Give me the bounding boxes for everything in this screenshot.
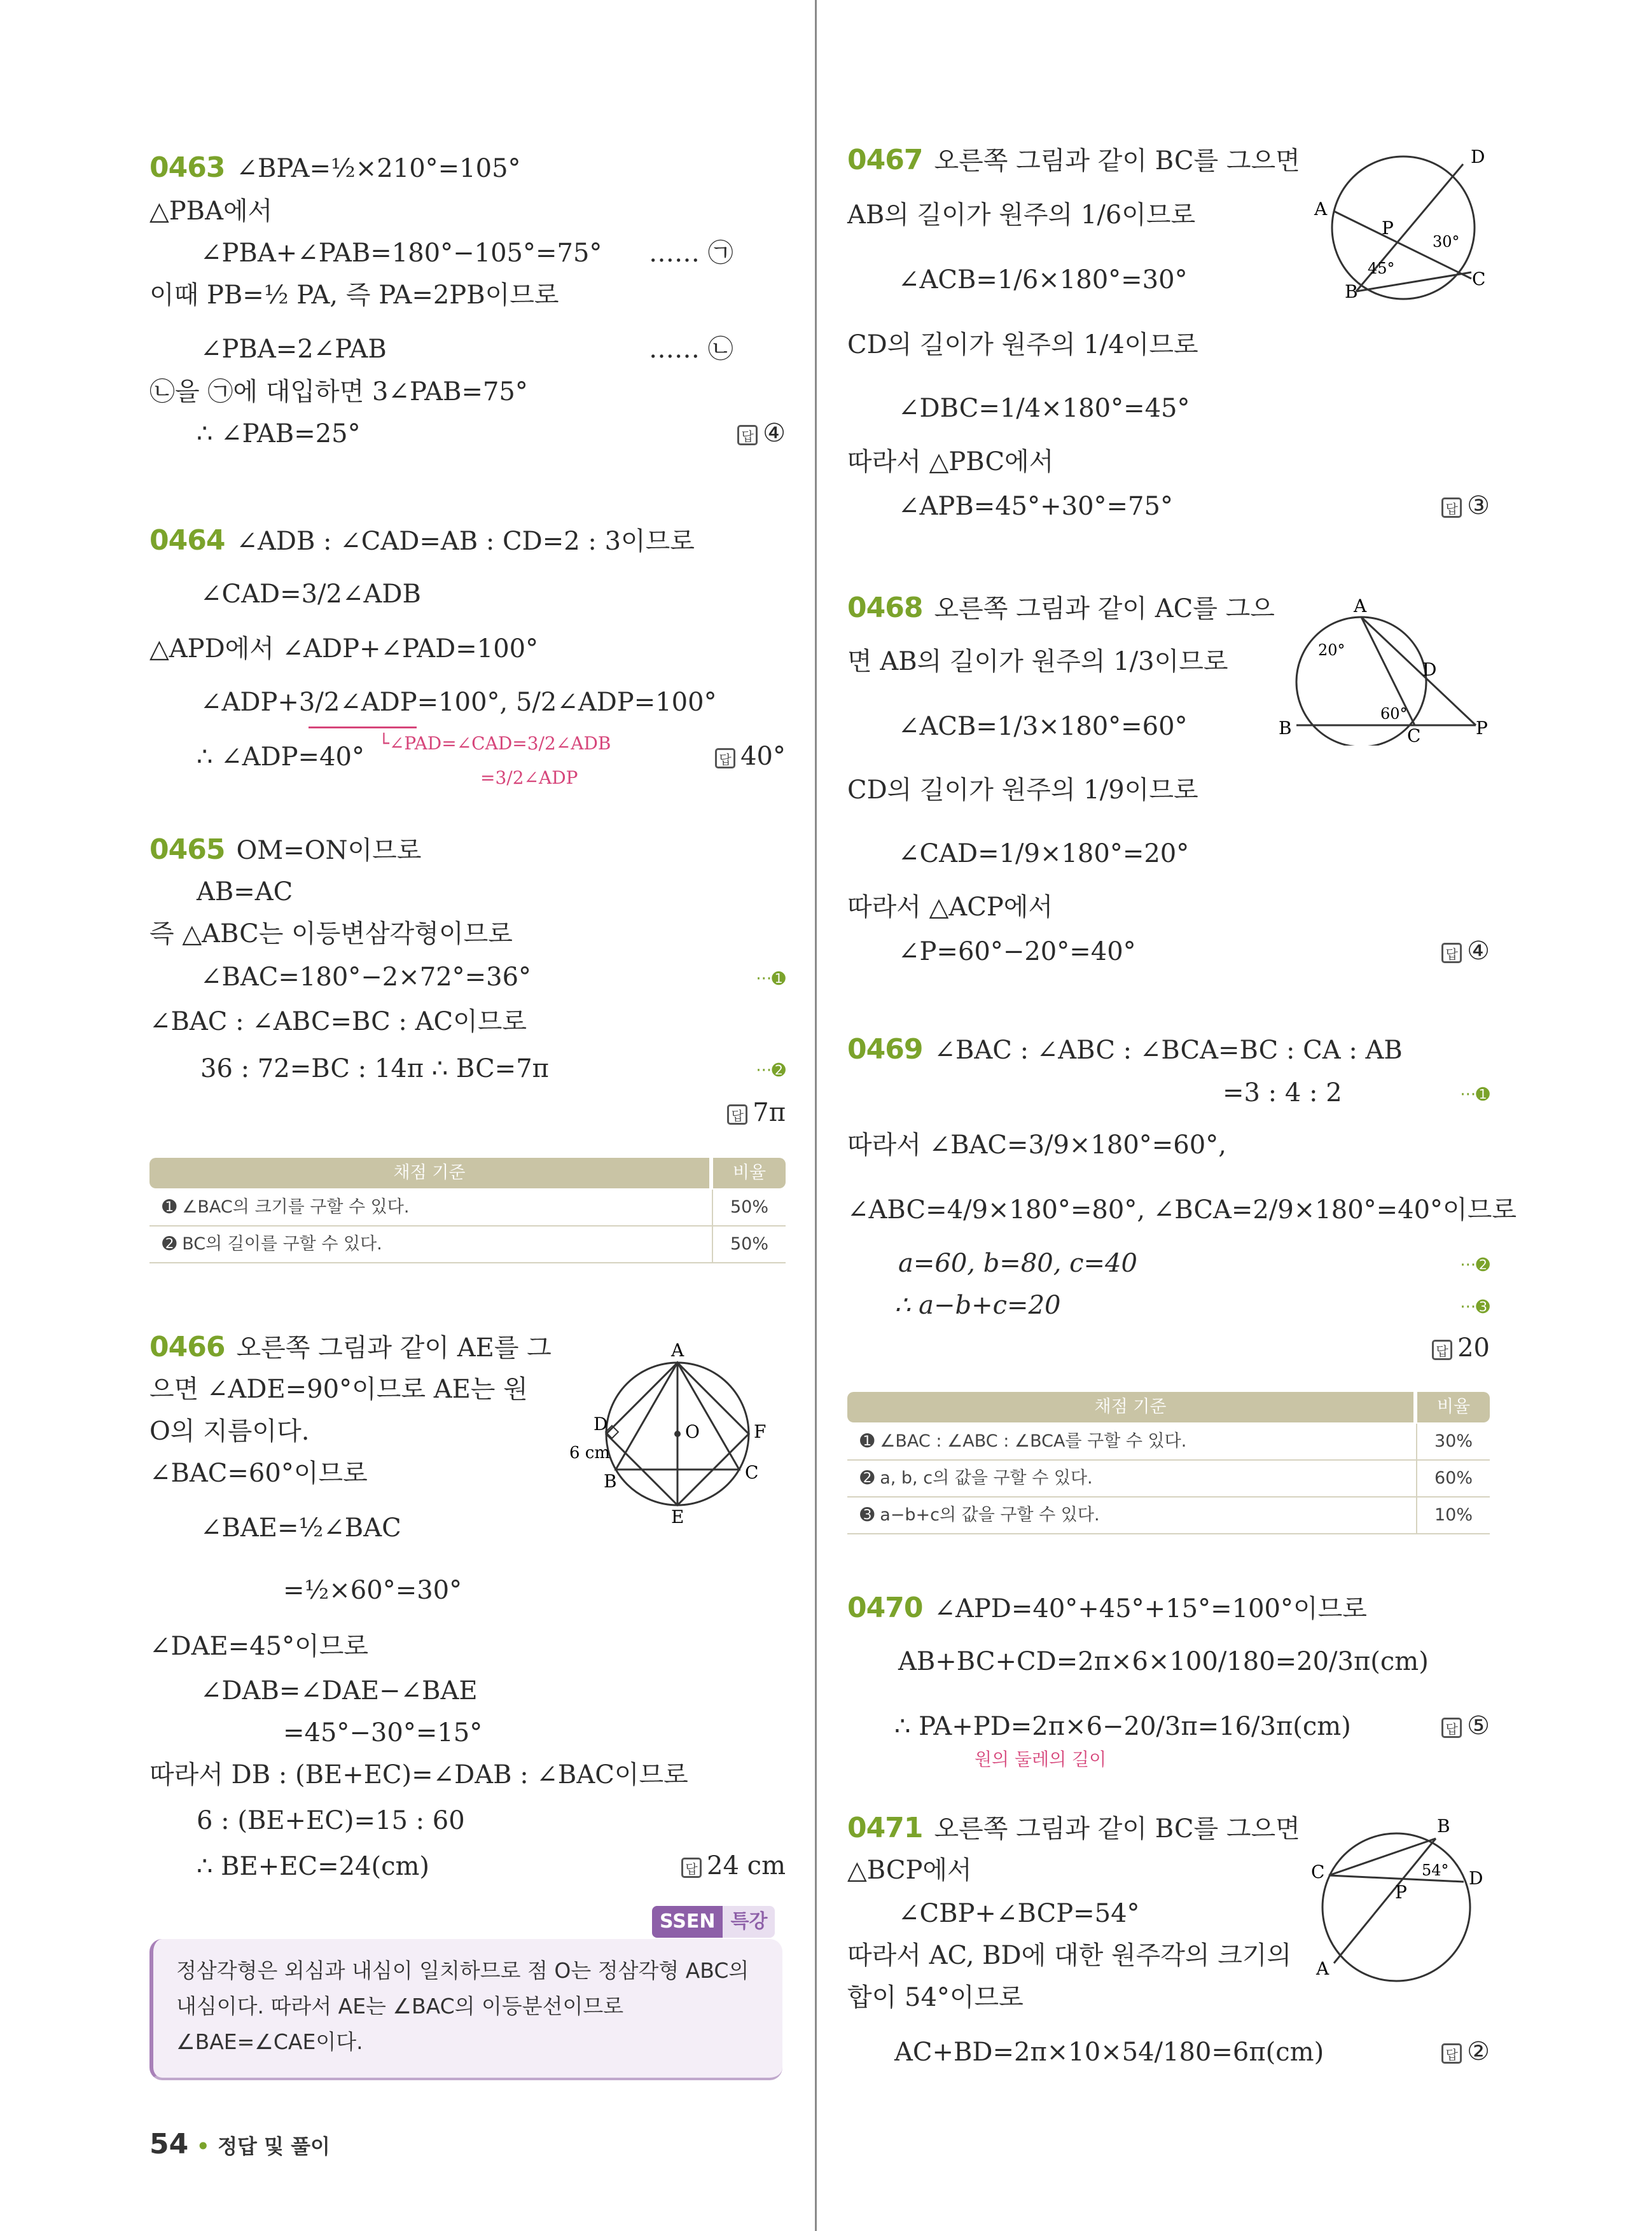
solution-line: ∴ ∠PAB=25°	[197, 419, 361, 448]
problem-number: 0465	[149, 833, 225, 866]
figure-label: D	[1471, 146, 1485, 167]
solution-line: 36 : 72=BC : 14π ∴ BC=7π	[200, 1054, 549, 1083]
solution-line: AB=AC	[197, 877, 293, 907]
solution-line: 오른쪽 그림과 같이 BC를 그으면	[934, 146, 1300, 176]
answer: 답 ②	[1441, 2037, 1490, 2066]
figure-label: A	[671, 1340, 684, 1361]
solution-line: ∴ PA+PD=2π×6−20/3π=16/3π(cm)	[894, 1712, 1351, 1741]
solution-line: ∠DAB=∠DAE−∠BAE	[200, 1676, 478, 1706]
equation-mark: …… ㉡	[649, 335, 733, 364]
solution-line: ∠BAC=180°−2×72°=36°	[200, 963, 532, 992]
answer: 답 ③	[1441, 491, 1490, 520]
annotation-note: =3/2∠ADP	[480, 767, 578, 788]
figure-label: D	[1469, 1868, 1483, 1889]
rubric-header: 채점 기준 비율	[149, 1158, 786, 1188]
solution-line: =½×60°=30°	[283, 1576, 462, 1605]
solution-line: ∴ a−b+c=20	[894, 1291, 1061, 1320]
answer-icon: 답	[681, 1858, 702, 1878]
answer-icon: 답	[1441, 2043, 1462, 2064]
figure-label: B	[1279, 718, 1292, 739]
footer-bullet: •	[196, 2134, 210, 2158]
solution-line: 합이 54°이므로	[847, 1983, 1024, 2012]
answer-icon: 답	[715, 748, 735, 768]
solution-line: 이때 PB=½ PA, 즉 PA=2PB이므로	[149, 281, 559, 310]
annotation-note: 원의 둘레의 길이	[975, 1749, 1107, 1770]
solution-line: 즉 △ABC는 이등변삼각형이므로	[149, 919, 513, 949]
solution-line: ∠CBP+∠BCP=54°	[898, 1899, 1140, 1928]
footer-label: 정답 및 풀이	[218, 2134, 330, 2158]
ssen-box	[149, 1939, 782, 2080]
ssen-line: 내심이다. 따라서 AE는 ∠BAC의 이등분선이므로	[176, 1994, 624, 2019]
solution-line: ∠CAD=1/9×180°=20°	[898, 839, 1190, 868]
solution-line: ∠APD=40°+45°+15°=100°이므로	[934, 1594, 1367, 1623]
figure-label: 45°	[1368, 260, 1395, 277]
problem-number: 0464	[149, 524, 225, 557]
solution-line: ∠PBA+∠PAB=180°−105°=75°	[200, 239, 602, 268]
solution-line: AB의 길이가 원주의 1/6이므로	[847, 200, 1196, 230]
figure-label: 6 cm	[569, 1443, 611, 1463]
solution-line: =45°−30°=15°	[283, 1718, 483, 1748]
solution-line: 6 : (BE+EC)=15 : 60	[197, 1806, 465, 1835]
rubric-header: 채점 기준 비율	[847, 1392, 1490, 1422]
answer-icon: 답	[1441, 943, 1462, 963]
solution-line: △PBA에서	[149, 197, 273, 226]
figure-label: D	[1422, 659, 1437, 680]
solution-line: =3 : 4 : 2	[1223, 1078, 1342, 1108]
answer: 답 24 cm	[681, 1851, 786, 1880]
problem-number: 0466	[149, 1331, 225, 1363]
solution-line: 으면 ∠ADE=90°이므로 AE는 원	[149, 1375, 528, 1404]
figure-label: 60°	[1380, 705, 1408, 723]
step-marker: ···➋	[756, 1061, 786, 1080]
figure-label: 20°	[1318, 641, 1345, 659]
rubric-row: ➋ BC의 길이를 구할 수 있다. 50%	[149, 1227, 786, 1263]
solution-line: AC+BD=2π×10×54/180=6π(cm)	[894, 2038, 1324, 2067]
solution-line: ∠ADB : ∠CAD=AB : CD=2 : 3이므로	[236, 527, 695, 556]
problem-number: 0469	[847, 1033, 923, 1066]
annotation-note: └∠PAD=∠CAD=3/2∠ADB	[378, 733, 611, 754]
problem-number: 0467	[847, 144, 923, 176]
rubric-row: ➊ ∠BAC의 크기를 구할 수 있다. 50%	[149, 1190, 786, 1227]
solution-line: a=60, b=80, c=40	[898, 1249, 1137, 1278]
problem-number: 0470	[847, 1592, 923, 1624]
column-divider	[815, 0, 817, 2231]
answer: 답 ④	[1441, 936, 1490, 966]
solution-line: CD의 길이가 원주의 1/4이므로	[847, 330, 1198, 359]
figure-label: P	[1476, 718, 1488, 739]
solution-line: △BCP에서	[847, 1856, 972, 1885]
equation-mark: …… ㉠	[649, 239, 733, 268]
figure-0468	[1274, 593, 1490, 746]
figure-0466	[569, 1332, 786, 1536]
solution-line: ∠BAC=60°이므로	[149, 1459, 368, 1488]
solution-line: 오른쪽 그림과 같이 AE를 그	[236, 1333, 552, 1363]
step-marker: ···➌	[1460, 1298, 1490, 1317]
figure-label: A	[1354, 595, 1367, 616]
figure-label: C	[745, 1462, 759, 1483]
figure-label: 54°	[1422, 1861, 1449, 1879]
ssen-line: 정삼각형은 외심과 내심이 일치하므로 점 O는 정삼각형 ABC의	[176, 1958, 749, 1983]
answer: 답 ⑤	[1441, 1711, 1490, 1741]
answer: 답 40°	[715, 742, 786, 771]
rubric-row: ➊ ∠BAC : ∠ABC : ∠BCA를 구할 수 있다. 30%	[847, 1424, 1490, 1461]
step-marker: ···➋	[1460, 1256, 1490, 1275]
figure-label: C	[1311, 1861, 1325, 1882]
solution-line: ∠CAD=3/2∠ADB	[200, 580, 421, 609]
page-number: 54	[149, 2128, 189, 2160]
figure-label: D	[593, 1414, 608, 1435]
figure-0467	[1305, 145, 1490, 310]
solution-line: ∠BPA=½×210°=105°	[236, 154, 521, 183]
solution-line: CD의 길이가 원주의 1/9이므로	[847, 775, 1198, 805]
step-marker: ···➊	[756, 970, 786, 989]
figure-label: E	[671, 1506, 684, 1527]
solution-line: ∠ABC=4/9×180°=80°, ∠BCA=2/9×180°=40°이므로	[847, 1195, 1517, 1225]
solution-line: AB+BC+CD=2π×6×100/180=20/3π(cm)	[898, 1647, 1429, 1676]
page-footer	[149, 2128, 330, 2160]
figure-label: B	[604, 1471, 617, 1492]
answer: 답 ④	[737, 419, 786, 448]
solution-line: ∠PBA=2∠PAB	[200, 335, 387, 364]
answer-icon: 답	[1432, 1340, 1452, 1360]
step-marker: ···➊	[1460, 1085, 1490, 1104]
solution-line: ∠DAE=45°이므로	[149, 1632, 369, 1661]
solution-line: ∠ADP+3/2∠ADP=100°, 5/2∠ADP=100°	[200, 688, 717, 717]
note-underline	[309, 726, 417, 728]
solution-line: △APD에서 ∠ADP+∠PAD=100°	[149, 634, 539, 664]
rubric-row: ➋ a, b, c의 값을 구할 수 있다. 60%	[847, 1461, 1490, 1498]
figure-0471	[1302, 1813, 1490, 1985]
figure-label: F	[754, 1421, 767, 1442]
solution-line: ∠APB=45°+30°=75°	[898, 492, 1173, 521]
figure-label: C	[1407, 725, 1421, 746]
problem-number: 0468	[847, 592, 923, 624]
figure-label: B	[1437, 1816, 1450, 1837]
rubric-row: ➌ a−b+c의 값을 구할 수 있다. 10%	[847, 1498, 1490, 1534]
solution-line: ∠ACB=1/6×180°=30°	[898, 265, 1188, 295]
problem-number: 0463	[149, 151, 225, 184]
answer: 답 7π	[727, 1098, 786, 1127]
solution-line: 면 AB의 길이가 원주의 1/3이므로	[847, 647, 1228, 676]
figure-label: A	[1316, 1958, 1329, 1979]
ssen-tag: SSEN 특강	[652, 1906, 775, 1938]
figure-label: B	[1345, 281, 1358, 302]
figure-label: P	[1395, 1882, 1407, 1903]
solution-line: 따라서 △ACP에서	[847, 893, 1053, 922]
solution-line: 따라서 AC, BD에 대한 원주각의 크기의	[847, 1941, 1292, 1970]
figure-label: P	[1382, 218, 1394, 239]
solution-line: 따라서 △PBC에서	[847, 447, 1054, 476]
solution-line: 따라서 DB : (BE+EC)=∠DAB : ∠BAC이므로	[149, 1760, 688, 1790]
answer-icon: 답	[727, 1104, 747, 1125]
figure-label: A	[1314, 198, 1328, 219]
answer-icon: 답	[1441, 497, 1462, 518]
solution-line: ∠BAC : ∠ABC=BC : AC이므로	[149, 1007, 527, 1036]
solution-line: ∠BAC : ∠ABC : ∠BCA=BC : CA : AB	[934, 1036, 1403, 1065]
answer-icon: 답	[1441, 1718, 1462, 1738]
solution-line: ∠DBC=1/4×180°=45°	[898, 394, 1190, 423]
solution-line: ∠P=60°−20°=40°	[898, 937, 1136, 966]
solution-line: 오른쪽 그림과 같이 BC를 그으면	[934, 1814, 1300, 1844]
ssen-line: ∠BAE=∠CAE이다.	[176, 2029, 363, 2054]
problem-number: 0471	[847, 1812, 923, 1844]
solution-line: O의 지름이다.	[149, 1417, 310, 1446]
figure-label: O	[685, 1421, 700, 1442]
solution-line: ∴ ∠ADP=40°	[197, 742, 364, 772]
answer: 답 20	[1432, 1333, 1490, 1363]
figure-label: 30°	[1433, 233, 1460, 251]
answer-icon: 답	[737, 425, 758, 445]
solution-line: ∠ACB=1/3×180°=60°	[898, 712, 1188, 741]
solution-line: ㉡을 ㉠에 대입하면 3∠PAB=75°	[149, 377, 528, 407]
solution-line: OM=ON이므로	[236, 836, 422, 865]
solution-line: ∠BAE=½∠BAC	[200, 1513, 401, 1543]
solution-line: 따라서 ∠BAC=3/9×180°=60°,	[847, 1130, 1226, 1160]
figure-label: C	[1472, 268, 1486, 289]
solution-line: 오른쪽 그림과 같이 AC를 그으	[934, 594, 1275, 623]
solution-line: ∴ BE+EC=24(cm)	[197, 1852, 430, 1881]
